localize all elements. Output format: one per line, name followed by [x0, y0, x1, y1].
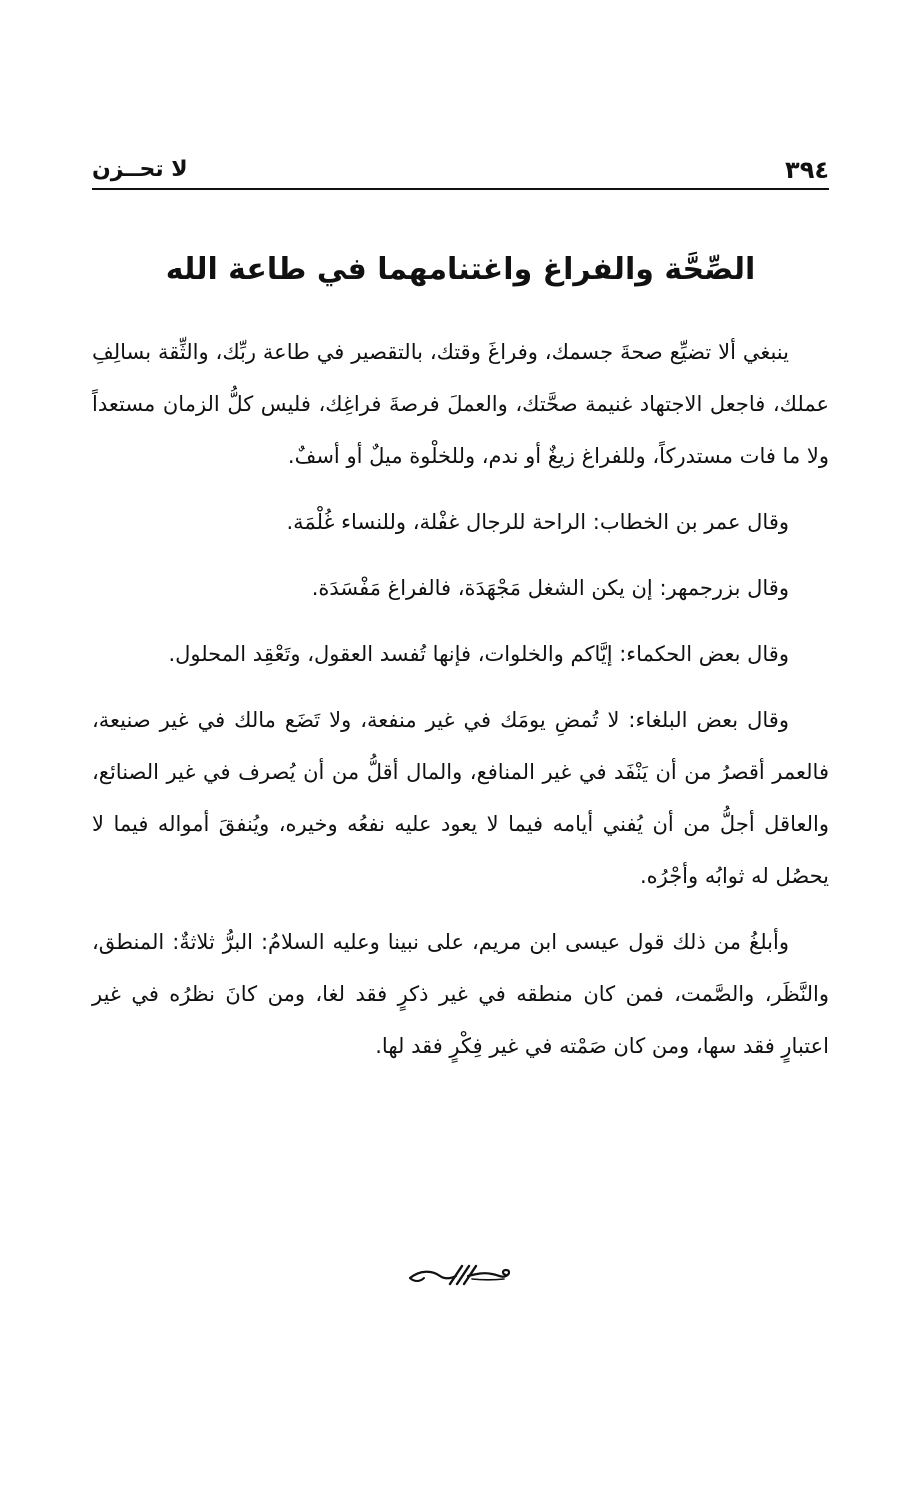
paragraph-eloquent-quote: وقال بعض البلغاء: لا تُمضِ يومَك في غير منفعة، ولا تَضَع مالك في غير صنيعة، فالعمر أقصرُ من أن يَنْفَد في غير المنافع، والمال أقلُّ من أن يُصرف في غير الصنائع، والعاقل أجلُّ من أن يُفني أيامه فيما لا يعود عليه نفعُه وخيره، ويُنفقَ أمواله فيما لا يحصُل له ثوابُه وأجْرُه. [92, 708, 829, 888]
paragraph-umar-quote: وقال عمر بن الخطاب: الراحة للرجال غفْلة، وللنساء غُلْمَة. [286, 510, 789, 534]
section-title: الصِّحَّة والفراغ واغتنامهما في طاعة الله [165, 252, 756, 287]
header-rule [92, 188, 829, 190]
running-head [92, 148, 829, 184]
paragraph-intro: ينبغي ألا تضيِّع صحةَ جسمك، وفراغَ وقتك، بالتقصير في طاعة ربِّك، والثِّقة بسالِفِ عملك، فاجعل الاجتهاد غنيمة صحَّتك، والعملَ فرصةَ فراغِك، فليس كلُّ الزمان مستعداً ولا ما فات مستدركاً، وللفراغ زيغٌ أو ندم، وللخلْوة ميلٌ أو أسفٌ. [92, 340, 829, 468]
body-text [92, 326, 829, 1072]
book-title: لا تحــزن [92, 157, 188, 182]
decorative-flourish-icon [406, 1262, 516, 1288]
paragraph-sages-quote: وقال بعض الحكماء: إيَّاكم والخلوات، فإنها تُفسد العقول، وتَعْقِد المحلول. [168, 642, 789, 666]
page-number: ٣٩٤ [785, 156, 829, 184]
paragraph-buzurjmihr-quote: وقال بزرجمهر: إن يكن الشغل مَجْهَدَة، فالفراغ مَفْسَدَة. [311, 576, 789, 600]
paragraph-isa-quote: وأبلغُ من ذلك قول عيسى ابن مريم، على نبينا وعليه السلامُ: البرُّ ثلاثةٌ: المنطق، والنَّظَر، والصَّمت، فمن كان منطقه في غير ذكرٍ فقد لغا، ومن كانَ نظرُه في غير اعتبارٍ فقد سها، ومن كان صَمْته في غير فِكْرٍ فقد لها. [92, 930, 829, 1058]
